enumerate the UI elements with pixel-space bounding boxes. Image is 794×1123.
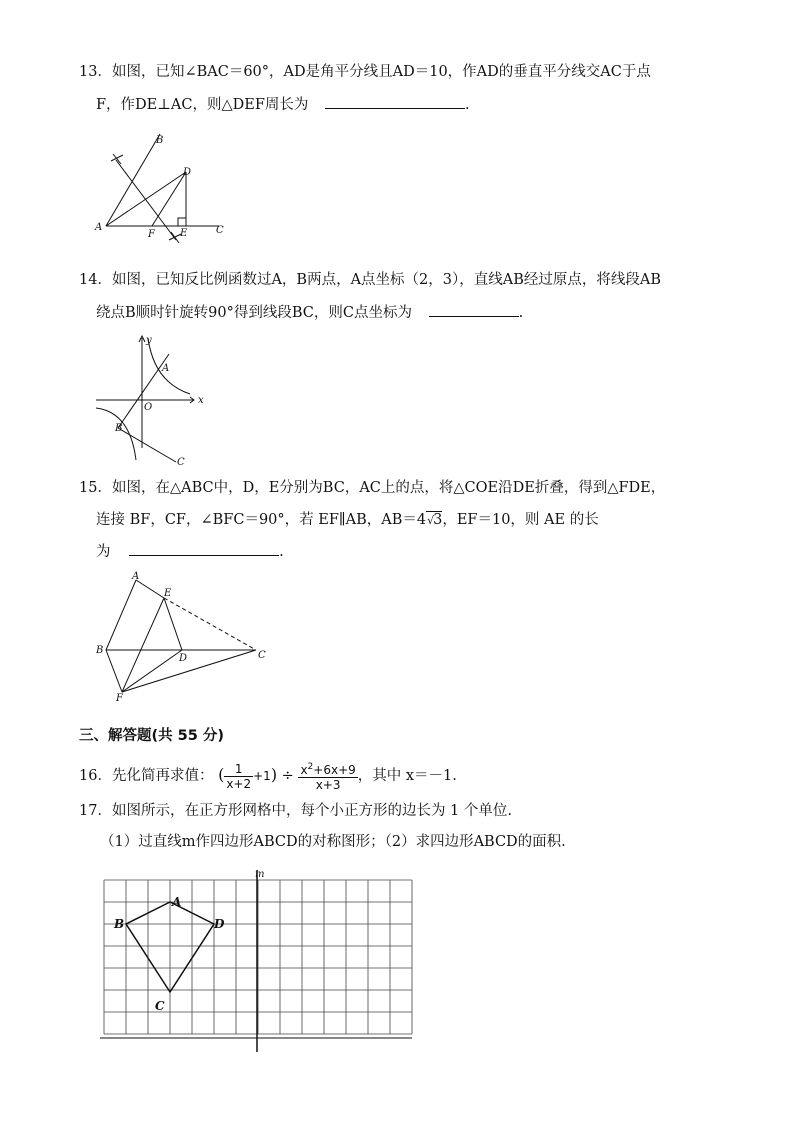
q15-label-a: A	[132, 571, 140, 582]
q13-perp-bisector	[116, 160, 176, 240]
q13-line-1: 13．如图，已知∠BAC＝60°，AD是角平分线且AD＝10，作AD的垂直平分线交AC于点	[79, 64, 651, 80]
q15-figure	[94, 570, 274, 702]
q13-right-angle-mark	[178, 218, 186, 226]
q16-fraction-1-numerator: 1	[224, 762, 253, 777]
q16-fraction-2-denominator: x+3	[315, 778, 341, 792]
q15-line-fc	[122, 650, 256, 692]
q14-label-a: A	[162, 363, 170, 374]
section-3-heading: 三、解答题(共 55 分)	[79, 728, 225, 744]
q16-suffix: ，其中 x＝－1.	[357, 768, 457, 784]
q14-label-b: B	[115, 423, 123, 434]
q16-close-paren: )	[270, 765, 278, 784]
q13-label-e: E	[180, 228, 188, 239]
q15-answer-blank[interactable]	[129, 541, 279, 556]
q16-fraction-1	[224, 762, 253, 791]
q17-grid	[104, 880, 412, 1034]
q14-line-2-text: 绕点B顺时针旋转90°得到线段BC，则C点坐标为	[96, 305, 412, 321]
q15-end: .	[279, 544, 284, 560]
q16-open-paren: (	[218, 765, 225, 784]
q13-line-ab	[106, 134, 160, 226]
q13-arc-mark-top-1	[111, 155, 123, 161]
q16-fraction-2-num-b: +6x+9	[313, 763, 356, 777]
q17-label-c: C	[155, 999, 165, 1013]
q14-line-1: 14．如图，已知反比例函数过A，B两点，A点坐标（2，3），直线AB经过原点，将线段AB	[79, 272, 662, 288]
q14-figure	[94, 332, 214, 468]
q17-label-b: B	[114, 917, 125, 931]
q14-hyperbola-branch-2	[96, 408, 136, 460]
q17-figure	[96, 864, 416, 1058]
q14-label-y: y	[146, 335, 152, 346]
q17-label-d: D	[214, 917, 225, 931]
q15-dashed-ec	[164, 598, 256, 650]
q15-line-2	[96, 510, 599, 531]
q13-label-a: A	[95, 222, 103, 233]
q15-label-b: B	[96, 645, 104, 656]
q13-label-c: C	[216, 225, 224, 236]
q15-line-2-text-a: 连接 BF，CF，∠BFC＝90°，若 EF∥AB，AB＝4	[96, 512, 427, 528]
q15-label-e: E	[164, 588, 172, 599]
q14-label-origin: O	[144, 402, 153, 413]
q16-line	[79, 758, 457, 793]
q15-sqrt	[426, 511, 442, 528]
q15-line-1: 15．如图，在△ABC中，D，E分别为BC，AC上的点，将△COE沿DE折叠，得到△FDE，	[79, 480, 666, 496]
q13-line-2-text: F，作DE⊥AC，则△DEF周长为	[96, 97, 309, 113]
q16-plus-one: +1	[253, 769, 271, 783]
q13-end: .	[465, 97, 470, 113]
q15-line-ab	[106, 580, 136, 650]
q15-line-3-text: 为	[96, 544, 111, 560]
q15-label-d: D	[179, 653, 188, 664]
q13-answer-blank[interactable]	[325, 94, 465, 109]
q17-label-a: A	[172, 895, 182, 909]
q15-sqrt-sign: √	[427, 514, 435, 527]
q16-fraction-2-num-sup: 2	[307, 762, 314, 772]
q14-answer-blank[interactable]	[429, 302, 519, 317]
q16-fraction-2	[298, 760, 357, 792]
q16-fraction-2-num-a: x	[300, 763, 308, 777]
q14-label-x: x	[198, 395, 204, 406]
q17-line-2: （1）过直线m作四边形ABCD的对称图形；（2）求四边形ABCD的面积.	[100, 834, 566, 850]
q15-line-ae	[136, 580, 164, 598]
q15-line-2-text-b: ，EF＝10，则 AE 的长	[442, 512, 599, 528]
q15-line-3	[96, 541, 284, 562]
q15-line-ed	[164, 598, 182, 650]
q17-label-m: m	[255, 869, 265, 880]
q13-arc-mark-bottom-2	[171, 232, 179, 243]
q16-divide: ÷	[281, 768, 294, 784]
q13-figure	[94, 128, 234, 246]
q17-line-1: 17．如图所示，在正方形网格中，每个小正方形的边长为 1 个单位.	[79, 803, 513, 819]
q13-line-ad	[106, 172, 186, 226]
q16-prefix: 16．先化简再求值：	[79, 768, 214, 784]
q15-sqrt-value: 3	[433, 512, 443, 528]
q14-line-bc	[118, 428, 176, 462]
q14-end: .	[518, 305, 524, 321]
q15-label-f: F	[116, 693, 123, 704]
q16-fraction-1-denominator: x+2	[226, 776, 252, 791]
q15-label-c: C	[258, 650, 266, 661]
q14-label-c: C	[177, 457, 185, 468]
q13-label-d: D	[183, 167, 192, 178]
q13-label-f: F	[148, 229, 155, 240]
q13-label-b: B	[156, 135, 164, 146]
q15-line-bf	[106, 650, 122, 692]
q14-line-2	[96, 302, 523, 323]
q16-fraction-2-numerator	[298, 760, 357, 778]
q13-line-2	[96, 94, 470, 115]
